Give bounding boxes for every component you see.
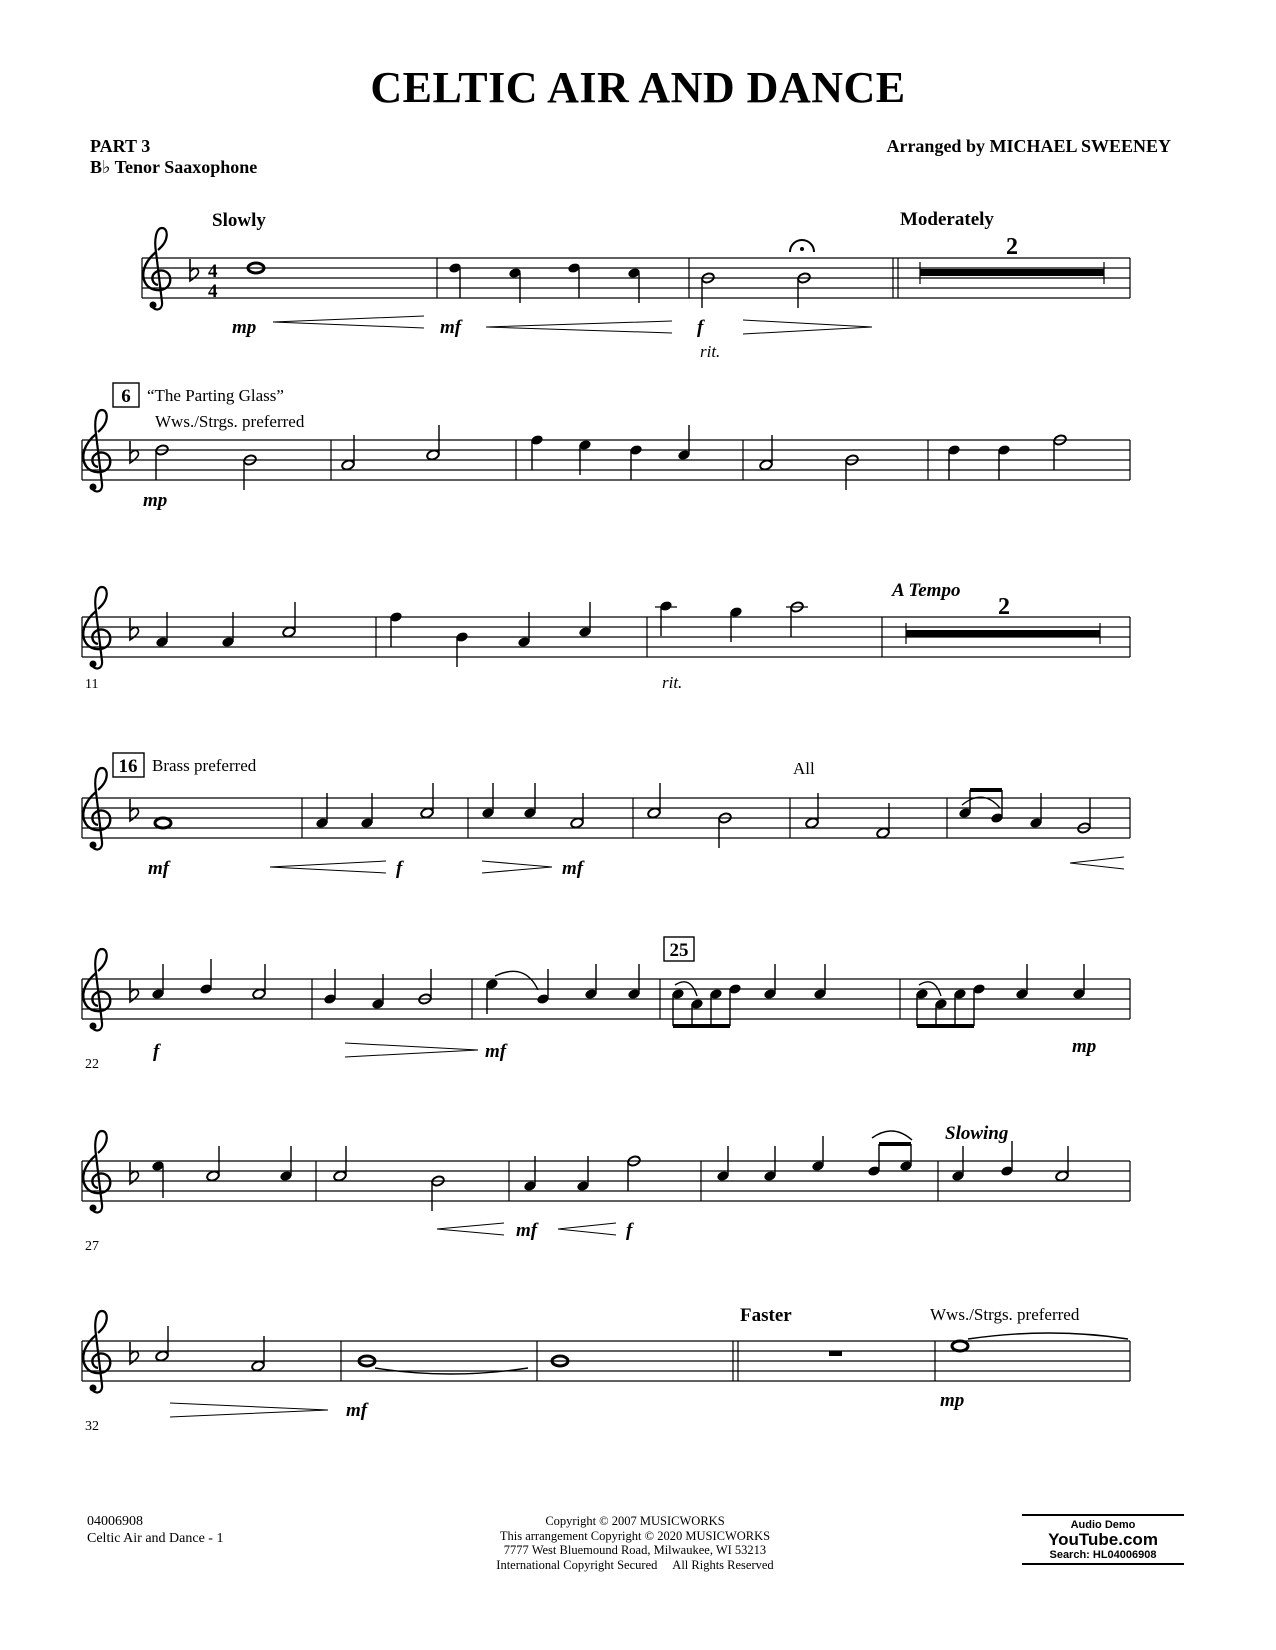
treble-clef-icon — [83, 768, 110, 849]
rehearsal-mark: 25 — [669, 940, 689, 961]
youtube-link[interactable]: YouTube.com — [1048, 1530, 1158, 1549]
treble-clef-icon — [83, 587, 110, 668]
copyright-notice — [430, 1514, 840, 1572]
page-label: Celtic Air and Dance - 1 — [87, 1531, 224, 1546]
part-label: PART 3 — [90, 136, 151, 156]
dynamic-mark: f — [697, 317, 704, 338]
notes-m32-36 — [155, 1326, 1128, 1374]
tempo-a-tempo: A Tempo — [892, 580, 961, 601]
treble-clef-icon — [83, 949, 110, 1030]
multirest-count: 2 — [1006, 234, 1018, 260]
measure-number: 22 — [85, 1057, 99, 1072]
dynamic-mark: f — [396, 858, 403, 879]
measure-number: 11 — [85, 677, 99, 692]
dynamic-mark: mp — [232, 317, 257, 338]
dynamic-mark: mf — [440, 317, 462, 338]
fermata-icon — [790, 240, 814, 252]
footer-left — [87, 1513, 223, 1547]
crescendo-hairpin — [1070, 857, 1124, 869]
rit-marking: rit. — [700, 342, 721, 361]
treble-clef-icon — [83, 1311, 110, 1392]
decrescendo-hairpin — [170, 1403, 328, 1417]
copyright-line: 7777 West Bluemound Road, Milwaukee, WI 53213 — [503, 1543, 767, 1557]
decrescendo-hairpin — [345, 1043, 478, 1057]
rit-marking: rit. — [662, 673, 683, 692]
staff-system-6 — [82, 1123, 1130, 1254]
instrumentation-direction: Wws./Strgs. preferred — [155, 412, 305, 431]
measure-number: 27 — [85, 1239, 99, 1254]
staff-system-3 — [82, 580, 1130, 692]
rehearsal-mark: 6 — [121, 386, 131, 407]
crescendo-hairpin — [273, 316, 424, 328]
tempo-slowly: Slowly — [212, 210, 266, 231]
copyright-line: Copyright © 2007 MUSICWORKS — [545, 1514, 725, 1528]
treble-clef-icon — [83, 410, 110, 491]
treble-clef-icon — [83, 1131, 110, 1212]
rehearsal-mark: 16 — [118, 756, 138, 777]
decrescendo-hairpin — [482, 861, 552, 873]
staff-system-7 — [82, 1305, 1130, 1434]
staff-system-1 — [142, 209, 1130, 361]
tempo-faster: Faster — [740, 1305, 792, 1326]
crescendo-hairpin — [558, 1223, 616, 1235]
catalog-code: 04006908 — [87, 1514, 143, 1529]
copyright-line: International Copyright Secured All Rights Reserved — [496, 1557, 774, 1572]
instrumentation-direction: Brass preferred — [152, 756, 257, 775]
staff-system-4 — [82, 753, 1130, 879]
dynamic-mark: mp — [143, 490, 168, 511]
decrescendo-hairpin — [743, 320, 872, 334]
audio-demo-label: Audio Demo — [1070, 1519, 1136, 1531]
dynamic-mark: mf — [485, 1041, 507, 1062]
audio-demo-box — [1022, 1514, 1184, 1565]
tempo-slowing: Slowing — [945, 1123, 1009, 1144]
copyright-line: This arrangement Copyright © 2020 MUSICWORKS — [499, 1528, 771, 1543]
time-signature-bottom: 4 — [208, 281, 218, 302]
dynamic-mark: mp — [1072, 1036, 1097, 1057]
search-code: Search: HL04006908 — [1049, 1549, 1157, 1561]
dynamic-mark: mf — [562, 858, 584, 879]
staff-system-5 — [82, 937, 1130, 1072]
dynamic-mark: f — [626, 1220, 633, 1241]
notes-m22-26 — [151, 959, 1086, 1028]
multirest-count: 2 — [998, 594, 1010, 620]
tempo-moderately: Moderately — [900, 209, 994, 230]
instrumentation-direction: All — [793, 759, 815, 778]
dynamic-mark: mf — [346, 1400, 368, 1421]
measure-number: 32 — [85, 1419, 99, 1434]
song-title-direction: “The Parting Glass” — [147, 386, 284, 405]
instrument-label: B♭ Tenor Saaxophone — [90, 157, 258, 177]
page-title: CELTIC AIR AND DANCE — [370, 63, 906, 112]
dynamic-mark: mp — [940, 1390, 965, 1411]
dynamic-mark: mf — [148, 858, 170, 879]
half-rest — [829, 1351, 842, 1356]
time-signature-top: 4 — [208, 261, 218, 282]
dynamic-mark: f — [153, 1041, 160, 1062]
crescendo-hairpin — [270, 861, 386, 873]
crescendo-hairpin — [437, 1223, 504, 1235]
multirest-bar — [906, 630, 1100, 637]
instrumentation-direction: Wws./Strgs. preferred — [930, 1305, 1080, 1324]
arranger-credit: Arranged by MICHAEL SWEENEY — [886, 136, 1171, 156]
dynamic-mark: mf — [516, 1220, 538, 1241]
crescendo-hairpin — [486, 321, 672, 333]
multirest-bar — [920, 269, 1104, 276]
staff-system-2 — [82, 383, 1130, 511]
treble-clef-icon — [143, 228, 170, 309]
